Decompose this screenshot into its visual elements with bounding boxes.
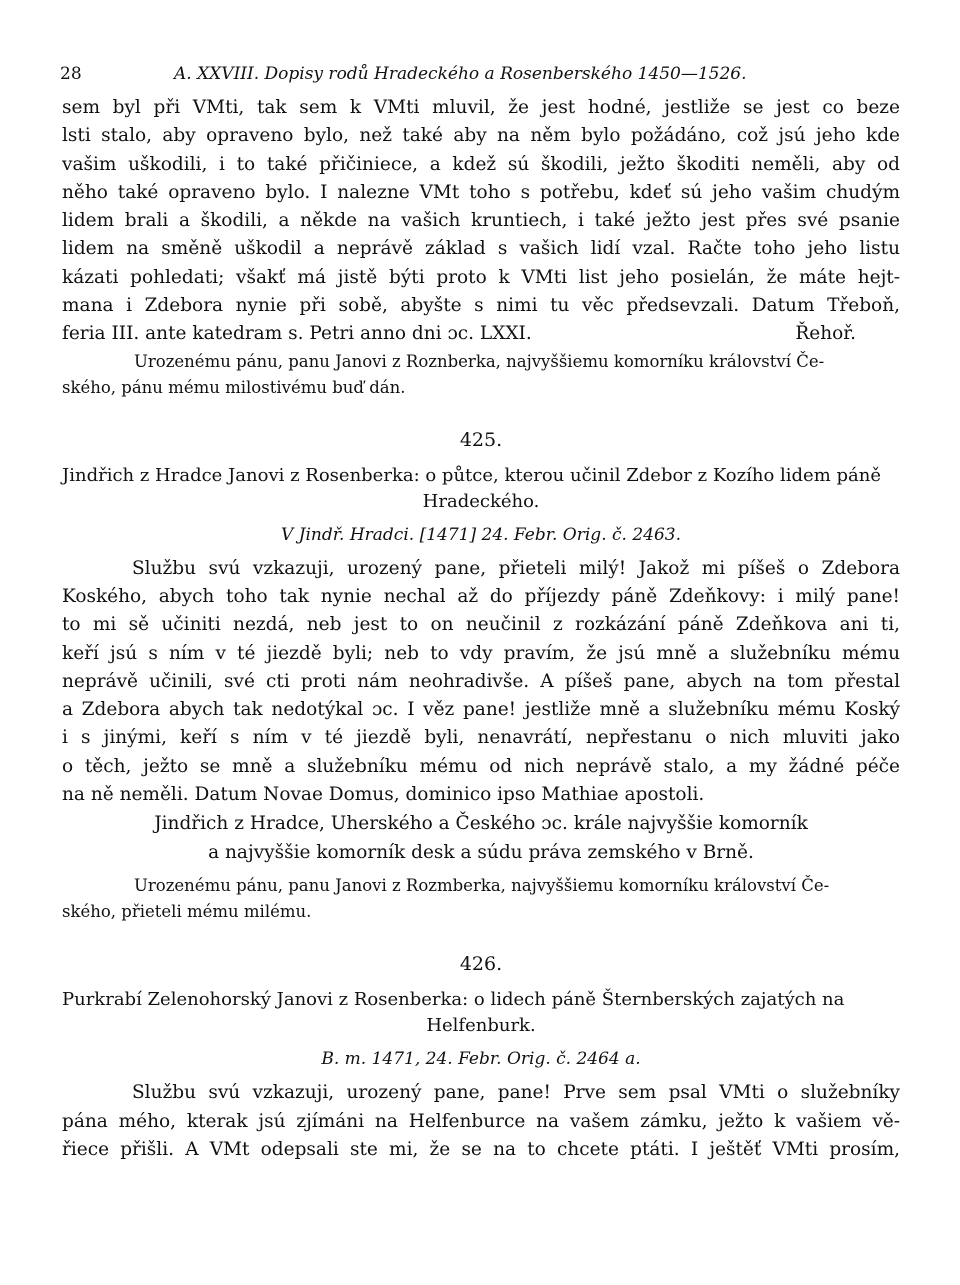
regest-line: Purkrabí Zelenohorský Janovi z Rosenberka: o lidech páně Šternberských zajatých na	[62, 989, 845, 1011]
text-line: Koského, abych toho tak nynie nechal až do příjezdy páně Zdeňkovy: i milý pane!	[62, 585, 900, 607]
text-line: Službu svú vzkazuji, urozený pane, přieteli milý! Jakož mi píšeš o Zdebora	[132, 557, 900, 579]
text-line: pána mého, kterak jsú zjímáni na Helfenburce na vašem zámku, ježto k vašiem vě-	[62, 1110, 900, 1132]
text-line: neprávě učinili, své cti proti nám neohradivše. A píšeš pane, abych na tom přestal	[62, 670, 900, 692]
text-line: kázati pohledati; všakť má jistě býti proto k VMti list jeho posielán, že máte hejt-	[62, 266, 900, 288]
letter-number: 425.	[459, 428, 503, 451]
page-header	[62, 62, 900, 94]
letter-number: 426.	[459, 953, 503, 976]
signature-line: a najvyššie komorník desk a súdu práva zemského v Brně.	[208, 842, 754, 864]
text-line: to mi sě učiniti nezdá, neb jest to on neučinil z rozkázání páně Zdeňkova ani ti,	[62, 614, 900, 636]
address-line: Urozenému pánu, panu Janovi z Roznberka, najvyššiemu komorníku království Če-	[134, 351, 825, 371]
text-line: řiece přišli. A VMt odepsali ste mi, že se na to chcete ptáti. I ještěť VMti prosím,	[62, 1138, 900, 1160]
source-note: V Jindř. Hradci. [1471] 24. Febr. Orig. č. 2463.	[281, 524, 681, 545]
address-line: Urozenému pánu, panu Janovi z Rozmberka, najvyššiemu komorníku království Če-	[134, 876, 830, 896]
dating-clause: feria III. ante katedram s. Petri anno dni ɔc. LXXI.	[62, 323, 532, 345]
text-line: a Zdebora abych tak nedotýkal ɔc. I věz pane! jestliže mně a služebníku mému Koský	[62, 699, 900, 721]
document-page	[62, 62, 900, 1164]
text-line: na ně neměli. Datum Novae Domus, dominico ipso Mathiae apostoli.	[62, 784, 705, 806]
regest-line: Jindřich z Hradce Janovi z Rosenberka: o půtce, kterou učinil Zdebor z Kozího lidem páně	[62, 464, 881, 486]
page-number: 28	[60, 64, 82, 84]
text-line: lidem na směně uškodil a neprávě základ s vašich lidí vzal. Račte toho jeho listu	[62, 238, 900, 260]
text-line: lsti stalo, aby opraveno bylo, než také aby na něm bylo požádáno, což jsú jeho kde	[62, 125, 900, 147]
text-line: Službu svú vzkazuji, urozený pane, pane! Prve sem psal VMti o služebníky	[132, 1082, 900, 1104]
address-line: ského, pánu mému milostivému buď dán.	[62, 377, 406, 397]
signature: Řehoř.	[795, 323, 856, 345]
letter-425	[62, 417, 900, 926]
regest-line: Helfenburk.	[426, 1015, 536, 1037]
running-title: A. XXVIII. Dopisy rodů Hradeckého a Rosenberského 1450—1526.	[174, 64, 747, 84]
text-line: keří jsú s ním v té jiezdě byli; neb to vdy pravím, že jsú mně a služebníku mému	[62, 642, 900, 664]
continued-letter	[62, 94, 900, 401]
address-line: ského, přieteli mému milému.	[62, 902, 312, 922]
text-line: vašim uškodili, i to také přičiniece, a kdež sú škodili, ježto škoditi neměli, aby od	[62, 153, 900, 175]
text-line: lidem brali a škodili, a někde na vašich kruntiech, i také ježto jest přes své psanie	[62, 210, 900, 232]
text-line: mana i Zdebora nynie při sobě, abyšte s nimi tu věc předsevzali. Datum Třeboň,	[62, 295, 900, 317]
letter-426	[62, 941, 900, 1164]
closing-line	[62, 320, 900, 348]
signature-line: Jindřich z Hradce, Uherského a Českého ɔc. krále najvyššie komorník	[154, 813, 808, 835]
text-line: o těch, ježto se mně a služebníku mému od nich neprávě stalo, a my žádné péče	[62, 755, 900, 777]
text-line: něho také opraveno bylo. I nalezne VMt toho s potřebu, kdeť sú jeho vašim chudým	[62, 181, 900, 203]
regest-line: Hradeckého.	[422, 490, 540, 512]
text-line: sem byl při VMti, tak sem k VMti mluvil, že jest hodné, jestliže se jest co beze	[62, 97, 900, 118]
source-note: B. m. 1471, 24. Febr. Orig. č. 2464 a.	[321, 1049, 641, 1070]
text-line: i s jinými, keří s ním v té jiezdě byli, nenavrátí, nepřestanu o nich mluviti jako	[62, 727, 900, 749]
